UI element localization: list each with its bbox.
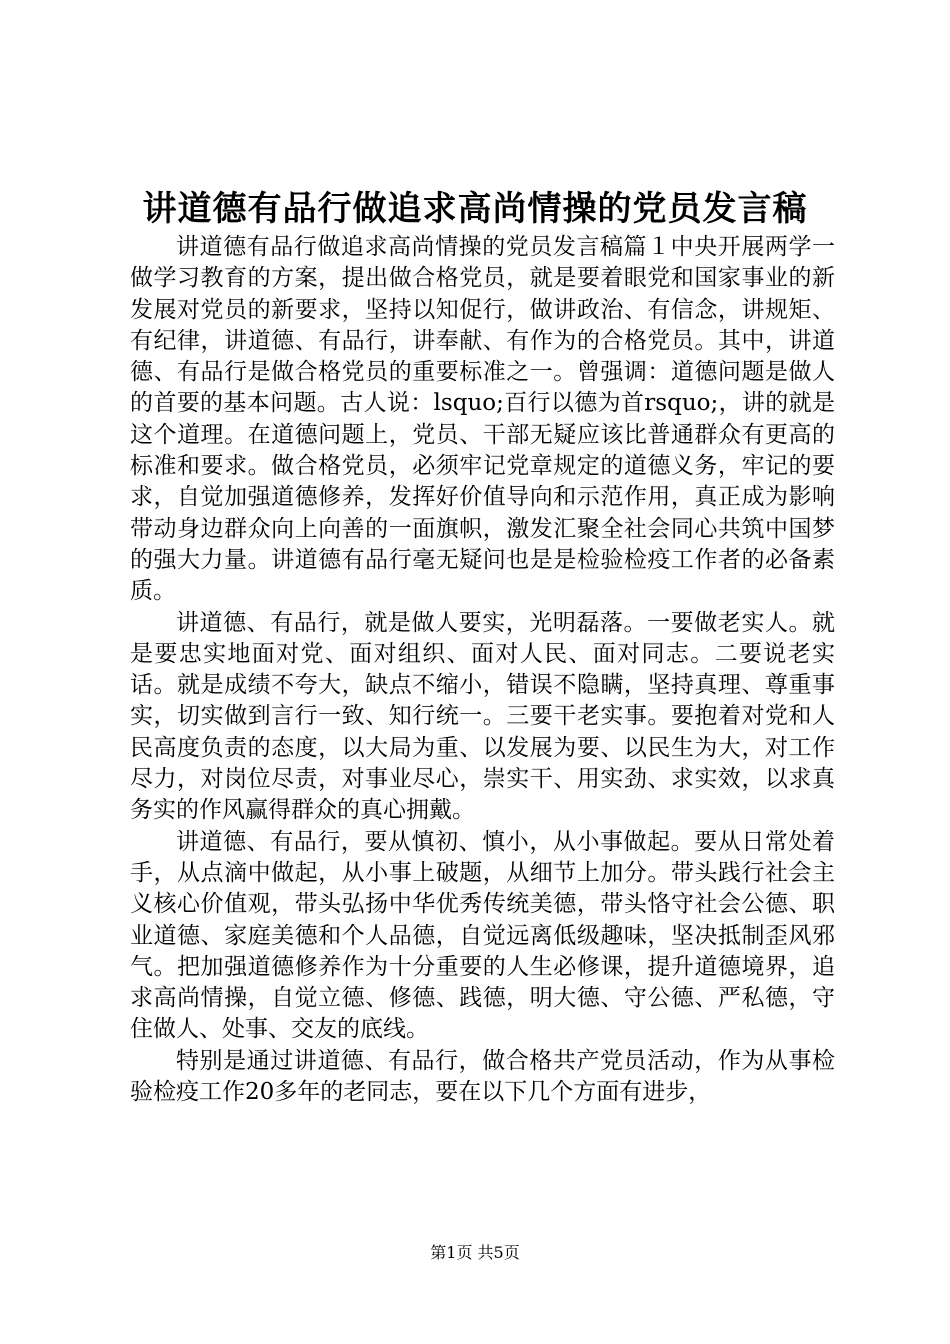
paragraph-2: 讲道德、有品行，就是做人要实，光明磊落。一要做老实人。就是要忠实地面对党、面对组织、面对人民、面对同志。二要说老实话。就是成绩不夸大，缺点不缩小，错误不隐瞒，坚持真理、尊重事实，切实做到言行一致、知行统一。三要干老实事。要抱着对党和人民高度负责的态度，以大局为重、以发展为要、以民生为大，对工作尽力，对岗位尽责，对事业尽心，崇实干、用实劲、求实效，以求真务实的作风赢得群众的真心拥戴。 bbox=[130, 609, 835, 824]
paragraph-1: 讲道德有品行做追求高尚情操的党员发言稿篇１中央开展两学一做学习教育的方案，提出做合格党员，就是要着眼党和国家事业的新发展对党员的新要求，坚持以知促行，做讲政治、有信念，讲规矩、有纪律，讲道德、有品行，讲奉献、有作为的合格党员。其中，讲道德、有品行是做合格党员的重要标准之一。曾强调：道德问题是做人的首要的基本问题。古人说：lsquo;百行以德为首rsquo;，讲的就是这个道理。在道德问题上，党员、干部无疑应该比普通群众有更高的标准和要求。做合格党员，必须牢记党章规定的道德义务，牢记的要求，自觉加强道德修养，发挥好价值导向和示范作用，真正成为影响带动身边群众向上向善的一面旗帜，激发汇聚全社会同心共筑中国梦的强大力量。讲道德有品行毫无疑问也是是检验检疫工作者的必备素质。 bbox=[130, 234, 835, 605]
page-footer: 第1页 共5页 bbox=[430, 1243, 520, 1262]
document-body bbox=[130, 232, 835, 1202]
document-title: 讲道德有品行做追求高尚情操的党员发言稿 bbox=[142, 189, 808, 229]
paragraph-4: 特别是通过讲道德、有品行，做合格共产党员活动，作为从事检验检疫工作20多年的老同志，要在以下几个方面有进步， bbox=[130, 1047, 835, 1106]
paragraph-3: 讲道德、有品行，要从慎初、慎小，从小事做起。要从日常处着手，从点滴中做起，从小事上破题，从细节上加分。带头践行社会主义核心价值观，带头弘扬中华优秀传统美德，带头恪守社会公德、职业道德、家庭美德和个人品德，自觉远离低级趣味，坚决抵制歪风邪气。把加强道德修养作为十分重要的人生必修课，提升道德境界，追求高尚情操，自觉立德、修德、践德，明大德、守公德、严私德，守住做人、处事、交友的底线。 bbox=[130, 828, 835, 1043]
